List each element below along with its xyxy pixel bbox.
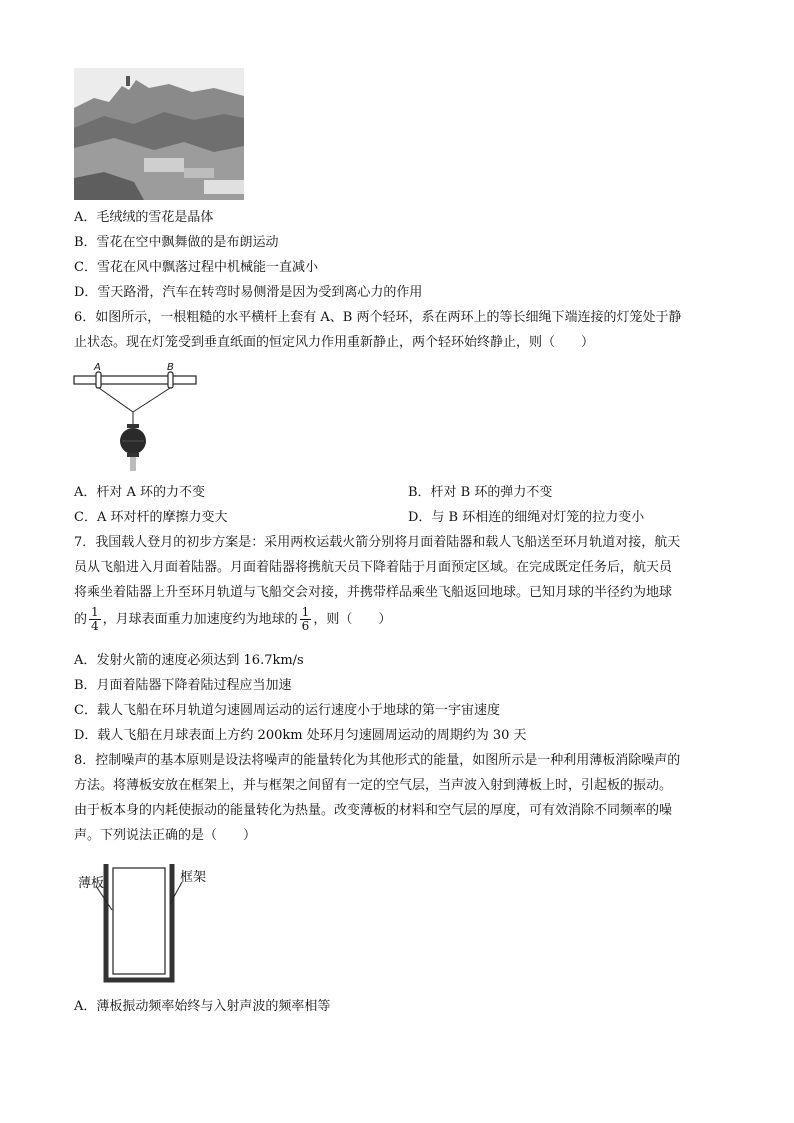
q8-stem-line-4: 声。下列说法正确的是（ ） (74, 828, 257, 843)
q7-stem-line-3: 将乘坐着陆器上升至环月轨道与飞船交会对接，并携带样品乘坐飞船返回地球。已知月球的半径约为地球 (74, 585, 673, 600)
q6-option-b: B．杆对 B 环的弹力不变 (408, 485, 553, 500)
q5-option-c: C．雪花在风中飘落过程中机械能一直减小 (74, 260, 318, 275)
fraction-numerator: 1 (301, 605, 310, 619)
q6-option-d: D．与 B 环相连的细绳对灯笼的拉力变小 (408, 510, 645, 525)
ring-b-icon (168, 372, 173, 388)
q8-stem-line-1: 8．控制噪声的基本原则是设法将噪声的能量转化为其他形式的能量，如图所示是一种利用薄板消除噪声的 (74, 753, 681, 768)
q7-line4-part2: ，月球表面重力加速度约为地球的 (102, 612, 298, 627)
fraction-denominator: 4 (91, 619, 99, 633)
ring-b-label: B (167, 362, 174, 373)
q7-option-c: C．载人飞船在环月轨道匀速圆周运动的运行速度小于地球的第一宇宙速度 (74, 703, 500, 718)
plate-label: 薄板 (78, 876, 105, 891)
q6-option-c: C．A 环对杆的摩擦力变大 (74, 510, 228, 525)
q5-option-a: A．毛绒绒的雪花是晶体 (74, 210, 214, 225)
fraction-denominator: 6 (301, 619, 310, 633)
ring-a-label: A (94, 362, 101, 373)
lantern-diagram (72, 362, 202, 474)
q5-option-b: B．雪花在空中飘舞做的是布朗运动 (74, 235, 279, 250)
q7-stem-line-2: 员从飞船进入月面着陆器。月面着陆器将携航天员下降着陆于月面预定区域。在完成既定任务后，航天员 (74, 560, 673, 575)
q7-option-d: D．载人飞船在月球表面上方约 200km 处环月匀速圆周运动的周期约为 30 天 (74, 728, 527, 743)
q6-stem-line-2: 止状态。现在灯笼受到垂直纸面的恒定风力作用重新静止，两个轻环始终静止，则（ ） (74, 335, 595, 350)
q8-stem-line-3: 由于板本身的内耗使振动的能量转化为热量。改变薄板的材料和空气层的厚度，可有效消除不同频率的噪 (74, 803, 673, 818)
fraction-one-quarter (89, 606, 101, 633)
q8-stem-line-2: 方法。将薄板安放在框架上，并与框架之间留有一定的空气层，当声波入射到薄板上时，引起板的振动。 (74, 778, 673, 793)
q8-option-a: A．薄板振动频率始终与入射声波的频率相等 (74, 999, 331, 1014)
q7-stem-line-4 (74, 605, 391, 635)
q6-stem-line-1: 6．如图所示，一根粗糙的水平横杆上套有 A、B 两个轻环，系在两环上的等长细绳下端连接的灯笼处于静 (74, 310, 682, 325)
frame-label: 框架 (180, 870, 207, 885)
snow-mountain-photo (74, 68, 244, 200)
q7-option-b: B．月面着陆器下降着陆过程应当加速 (74, 678, 292, 693)
ring-a-icon (96, 372, 101, 388)
q7-line4-part1: 的 (74, 612, 88, 627)
q7-option-a: A．发射火箭的速度必须达到 16.7km/s (74, 653, 304, 668)
fraction-one-sixth (300, 606, 312, 633)
q6-option-a: A．杆对 A 环的力不变 (74, 485, 206, 500)
fraction-numerator: 1 (91, 605, 99, 619)
q5-option-d: D．雪天路滑，汽车在转弯时易侧滑是因为受到离心力的作用 (74, 285, 423, 300)
q7-stem-line-1: 7．我国载人登月的初步方案是：采用两枚运载火箭分别将月面着陆器和载人飞船送至环月轨道对接，航天 (74, 535, 681, 550)
q7-line4-part3: ，则（ ） (313, 612, 392, 627)
